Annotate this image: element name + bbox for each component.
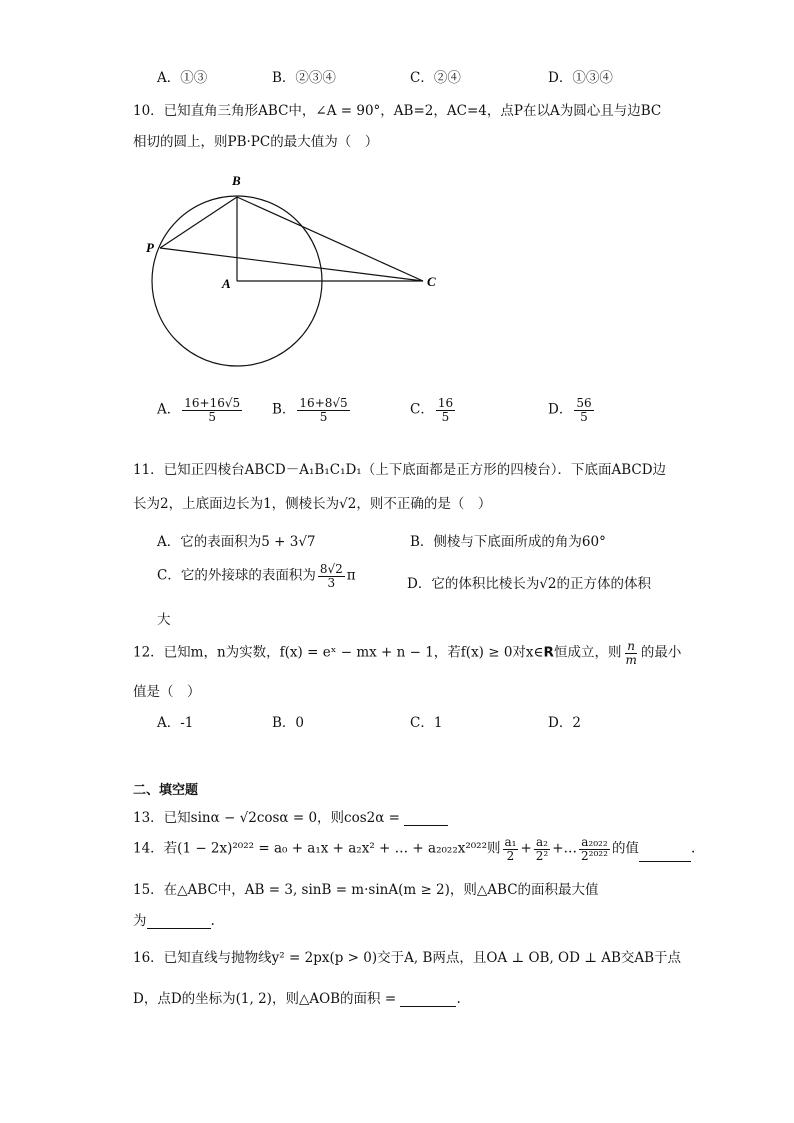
q9-option-a[interactable]: A．①③ [157, 70, 208, 86]
answer-blank[interactable] [147, 928, 211, 929]
fraction [534, 836, 550, 862]
q15-line1: 15．在△ABC中，AB = 3, sinB = m·sinA(m ≥ 2)，则△ABC的面积最大值 [133, 882, 599, 898]
q12-text: 的最小 [640, 644, 682, 661]
fraction [436, 397, 455, 423]
fraction [182, 397, 242, 423]
fraction [297, 397, 349, 423]
fraction [579, 836, 610, 862]
numerator: 8√2 [319, 562, 343, 576]
q15-text: 为 [133, 913, 147, 929]
q16-line1: 16．已知直线与抛物线y² = 2px(p > 0)交于A, B两点，且OA ⊥ OB, OD ⊥ AB交AB于点 [133, 950, 682, 966]
denominator: 5 [441, 409, 450, 424]
segment-pc [160, 248, 423, 281]
fraction [574, 397, 593, 423]
denominator: 2²⁰²² [581, 848, 608, 863]
numerator: a₁ [504, 835, 517, 849]
section-title: 二、填空题 [133, 783, 199, 798]
numerator: a₂ [536, 835, 548, 849]
label-b: B [232, 173, 241, 188]
q14-text: 14．若(1 − 2x)²⁰²² = a₀ + a₁x + a₂x² + … + a₂₀₂₂x²⁰²²则 [133, 840, 501, 857]
q12-option-a[interactable]: A．-1 [157, 715, 194, 731]
numerator: 16+16√5 [184, 396, 241, 410]
label-a: A [222, 276, 231, 291]
segment-bc [237, 197, 423, 281]
numerator: n [627, 639, 636, 653]
q11-option-c[interactable] [157, 563, 356, 589]
denominator: 5 [208, 409, 216, 424]
q10-option-d[interactable] [548, 397, 596, 423]
q16-line2 [133, 987, 461, 1007]
real-set-symbol: R [543, 644, 554, 661]
numerator: 56 [576, 396, 592, 410]
period: . [210, 913, 215, 929]
q12-line2: 值是（ ） [133, 684, 201, 700]
option-letter: D． [548, 401, 573, 418]
q16-text: D，点D的坐标为(1, 2)，则△AOB的面积 = [133, 991, 401, 1007]
answer-blank[interactable] [404, 825, 448, 826]
fraction [318, 563, 345, 589]
q9-option-d[interactable]: D．①③④ [548, 70, 613, 86]
option-letter: B． [272, 401, 296, 418]
q12-option-d[interactable]: D．2 [548, 715, 581, 731]
q13-text: 13．已知sinα − √2cosα = 0，则cos2α = [133, 810, 405, 826]
q10-diagram [140, 168, 450, 373]
q10-option-b[interactable] [272, 397, 352, 423]
numerator: 16 [437, 396, 454, 410]
option-letter: A． [157, 401, 181, 418]
fraction [623, 640, 638, 666]
q14-text: 的值 [611, 840, 639, 857]
plus-sign: + [520, 840, 532, 857]
q9-option-b[interactable]: B．②③④ [272, 70, 336, 86]
q10-line2: 相切的圆上，则PB·PC的最大值为（ ） [133, 134, 379, 150]
denominator: 5 [319, 409, 328, 424]
fraction [503, 836, 519, 862]
option-letter: C． [410, 401, 434, 418]
option-text: C．它的外接球的表面积为 [157, 567, 316, 584]
q11-option-b[interactable]: B．侧棱与下底面所成的角为60° [410, 534, 606, 550]
q13-line [133, 806, 448, 826]
answer-blank[interactable] [639, 861, 691, 862]
q12-text: 12．已知m，n为实数，f(x) = eˣ − mx + n − 1，若f(x) ≥ 0对x∈ [133, 644, 544, 661]
period: . [456, 991, 461, 1007]
q15-line2 [133, 909, 215, 929]
q11-line2: 长为2，上底面边长为1，侧棱长为√2，则不正确的是（ ） [133, 496, 492, 512]
denominator: 3 [327, 575, 336, 590]
answer-blank[interactable] [400, 1006, 456, 1007]
denominator: m [625, 652, 637, 667]
q10-line1: 10．已知直角三角形ABC中，∠A = 90°，AB=2，AC=4，点P在以A为圆心且与边BC [133, 103, 662, 119]
numerator: 16+8√5 [299, 396, 348, 410]
q11-line1: 11．已知正四棱台ABCD－A₁B₁C₁D₁（上下底面都是正方形的四棱台）．下底面ABCD边 [133, 462, 667, 478]
ellipsis: +… [552, 840, 578, 857]
q10-option-c[interactable] [410, 397, 457, 423]
q12-line1 [133, 640, 681, 666]
q12-option-b[interactable]: B．0 [272, 715, 305, 731]
denominator: 5 [580, 409, 588, 424]
period: . [690, 840, 696, 857]
label-p: P [146, 240, 154, 255]
q11-option-d[interactable]: D．它的体积比棱长为√2的正方体的体积 [407, 576, 652, 592]
option-text-post: π [346, 567, 356, 584]
denominator: 2² [535, 848, 549, 863]
q14-line [133, 836, 695, 862]
label-c: C [427, 274, 436, 289]
q12-text: 恒成立，则 [553, 644, 622, 661]
q12-option-c[interactable]: C．1 [410, 715, 443, 731]
q9-option-c[interactable]: C．②④ [410, 70, 461, 86]
numerator: a₂₀₂₂ [581, 835, 608, 849]
q11-option-a[interactable]: A．它的表面积为5 + 3√7 [157, 534, 316, 550]
q11-option-d-wrap: 大 [157, 612, 171, 628]
q10-option-a[interactable] [157, 397, 244, 423]
denominator: 2 [506, 848, 515, 863]
